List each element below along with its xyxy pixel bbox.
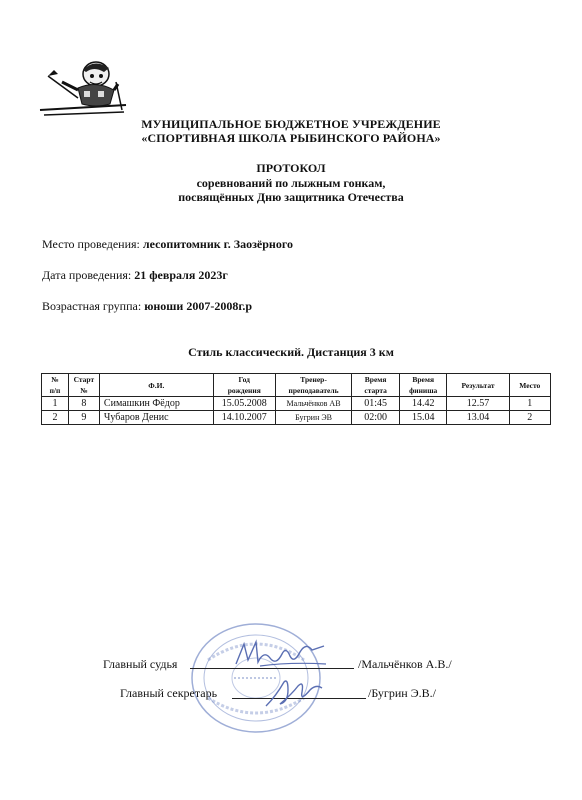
date-label: Дата проведения: — [42, 268, 135, 282]
cell-coach: Мальчёнков АВ — [275, 397, 352, 411]
header-result: Результат — [447, 374, 509, 397]
header-name: Ф.И. — [99, 374, 213, 397]
protocol-title: ПРОТОКОЛ — [256, 161, 326, 175]
venue-value: лесопитомник г. Заозёрного — [142, 237, 293, 251]
header-finish-time: Время финиша — [399, 374, 447, 397]
cell-start-time: 01:45 — [352, 397, 400, 411]
table-header-row — [42, 374, 551, 397]
header-birth-year: Год рождения — [213, 374, 275, 397]
cell-result: 12.57 — [447, 397, 509, 411]
cell-birth-date: 14.10.2007 — [213, 411, 275, 425]
chief-judge-name: /Мальчёнков А.В./ — [358, 657, 452, 671]
cell-start-time: 02:00 — [352, 411, 400, 425]
protocol-subtitle-2: посвящённых Дню защитника Отечества — [178, 190, 404, 204]
header-num: № п/п — [42, 374, 69, 397]
table-row — [42, 411, 551, 425]
cell-place: 1 — [509, 397, 550, 411]
chief-secretary-handwritten-signature — [258, 676, 328, 710]
cell-name: Симашкин Фёдор — [99, 397, 213, 411]
cell-coach: Бугрин ЭВ — [275, 411, 352, 425]
race-style-heading: Стиль классический. Дистанция 3 км — [188, 345, 394, 359]
organization-line-2: «СПОРТИВНАЯ ШКОЛА РЫБИНСКОГО РАЙОНА» — [141, 131, 441, 145]
cell-name: Чубаров Денис — [99, 411, 213, 425]
cell-result: 13.04 — [447, 411, 509, 425]
venue-label: Место проведения: — [42, 237, 143, 251]
header-start-time: Время старта — [352, 374, 400, 397]
organization-line-1: МУНИЦИПАЛЬНОЕ БЮДЖЕТНОЕ УЧРЕЖДЕНИЕ — [141, 117, 441, 131]
cell-start-num: 9 — [68, 411, 99, 425]
cell-finish-time: 14.42 — [399, 397, 447, 411]
cell-num: 1 — [42, 397, 69, 411]
header-coach: Тренер- преподаватель — [275, 374, 352, 397]
venue-field — [42, 237, 293, 252]
chief-secretary-label: Главный секретарь — [120, 686, 218, 700]
skier-logo-icon — [38, 58, 130, 120]
header-start-num: Старт № — [68, 374, 99, 397]
cell-start-num: 8 — [68, 397, 99, 411]
protocol-subtitle-1: соревнований по лыжным гонкам, — [196, 176, 386, 190]
chief-judge-handwritten-signature — [230, 636, 330, 670]
cell-finish-time: 15.04 — [399, 411, 447, 425]
results-table — [41, 373, 551, 425]
age-group-value: юноши 2007-2008г.р — [144, 299, 253, 313]
cell-place: 2 — [509, 411, 550, 425]
date-value: 21 февраля 2023г — [134, 268, 228, 282]
chief-secretary-name: /Бугрин Э.В./ — [368, 686, 436, 700]
date-field — [42, 268, 228, 283]
age-group-label: Возрастная группа: — [42, 299, 145, 313]
table-row — [42, 397, 551, 411]
header-place: Место — [509, 374, 550, 397]
chief-judge-label: Главный судья — [103, 657, 178, 671]
cell-num: 2 — [42, 411, 69, 425]
cell-birth-date: 15.05.2008 — [213, 397, 275, 411]
age-group-field — [42, 299, 252, 314]
